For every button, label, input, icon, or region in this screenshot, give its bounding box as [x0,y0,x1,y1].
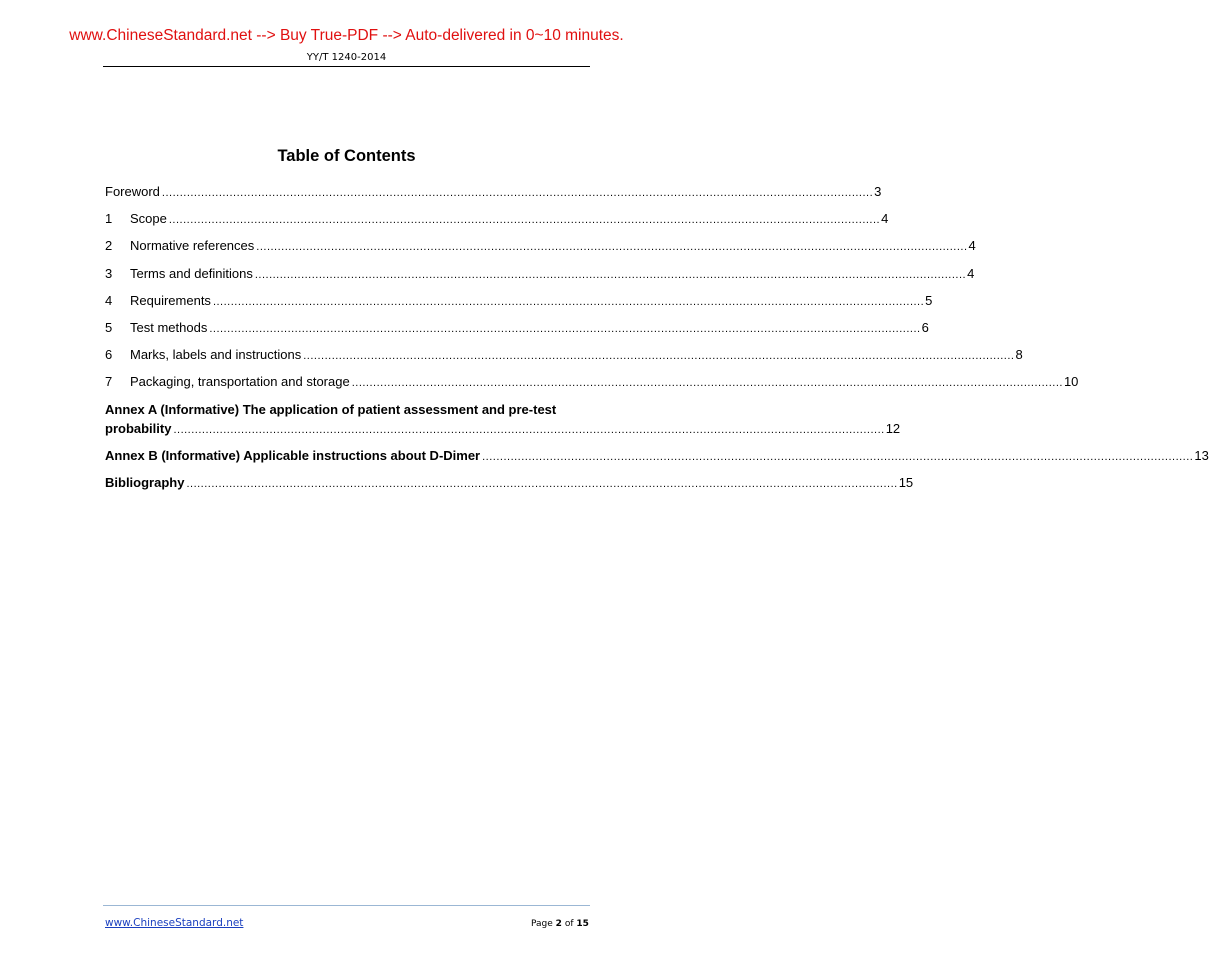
toc-entry-test-methods[interactable] [105,318,929,337]
toc-entry-number: 2 [105,238,113,254]
toc-entry-scope[interactable] [105,209,889,228]
toc-entry-number: 1 [105,211,113,227]
toc-entry-terms-and-definitions[interactable] [105,264,975,283]
page-indicator [531,919,589,929]
toc-leader: ........................................................................................................................................................................................................ [161,187,874,199]
toc-leader: ........................................................................................................................................................................................................ [256,241,968,254]
toc-entry-page: 4 [881,211,889,227]
toc-leader: ........................................................................................................................................................................................................ [254,268,967,281]
toc-entry-page: 13 [1194,447,1209,463]
toc-entry-requirements[interactable] [105,291,933,310]
toc-entry-title: Foreword [105,184,160,199]
toc-entry-number: 4 [105,292,113,308]
toc-entry-annex-a-line2 [105,419,901,438]
page-prefix: Page [531,919,553,929]
footer-rule [103,905,590,906]
toc-entry-title: Normative references [130,238,255,254]
toc-entry-title: Marks, labels and instructions [130,347,302,363]
page-total: 15 [576,919,589,929]
toc-entry-annex-a[interactable] [105,400,901,438]
toc-entry-title: Scope [130,211,167,227]
toc-leader: ........................................................................................................................................................................................................ [482,450,1194,463]
toc-entry-number: 6 [105,347,113,363]
toc-entry-title-continued: probability [105,420,172,436]
toc-entry-annex-b[interactable] [105,446,1209,465]
toc-entry-page: 5 [925,292,933,308]
toc-entry-page: 8 [1015,347,1023,363]
toc-entry-packaging-transportation-storage[interactable] [105,372,1079,391]
toc-leader: ........................................................................................................................................................................................................ [168,214,881,227]
document-code: YY/T 1240-2014 [306,52,387,63]
toc-entry-title: Annex A (Informative) The application of patient assessment and pre-test [105,401,557,417]
toc-entry-number: 7 [105,374,113,390]
toc-leader: ........................................................................................................................................................................................................ [186,477,898,490]
toc-entry-page: 12 [885,420,901,436]
toc-entry-title: Annex B (Informative) Applicable instructions about D-Dimer [105,447,481,463]
toc-entry-page: 3 [874,184,882,199]
table-of-contents [105,182,1209,500]
footer-link[interactable]: www.ChineseStandard.net [105,917,244,929]
header-rule [103,66,590,67]
toc-entry-title: Test methods [130,319,208,335]
toc-entry-page: 6 [921,319,929,335]
toc-leader: ........................................................................................................................................................................................................ [209,322,921,335]
page-current: 2 [555,919,562,929]
toc-entry-number: 3 [105,265,113,281]
toc-entry-number: 5 [105,319,113,335]
toc-leader: ........................................................................................................................................................................................................ [351,377,1063,390]
page-of: of [564,919,574,929]
toc-entry-marks-labels-instructions[interactable] [105,345,1023,364]
toc-entry-bibliography[interactable] [105,473,914,492]
toc-entry-page: 4 [968,238,976,254]
toc-entry-title: Packaging, transportation and storage [130,374,350,390]
toc-entry-page: 4 [967,265,975,281]
toc-title: Table of Contents [277,147,416,165]
toc-entry-title: Requirements [130,292,211,308]
toc-entry-title: Terms and definitions [130,265,253,281]
toc-entry-page: 10 [1063,374,1079,390]
toc-leader: ........................................................................................................................................................................................................ [303,350,1015,363]
toc-entry-page: 15 [898,474,914,490]
toc-entry-foreword[interactable] [105,182,882,201]
toc-entry-normative-references[interactable] [105,236,976,255]
toc-leader: ........................................................................................................................................................................................................ [212,295,925,308]
toc-leader: ........................................................................................................................................................................................................ [173,423,885,436]
toc-entry-title: Bibliography [105,474,185,490]
banner-link[interactable]: www.ChineseStandard.net --> Buy True-PDF --> Auto-delivered in 0~10 minutes. [69,27,624,44]
